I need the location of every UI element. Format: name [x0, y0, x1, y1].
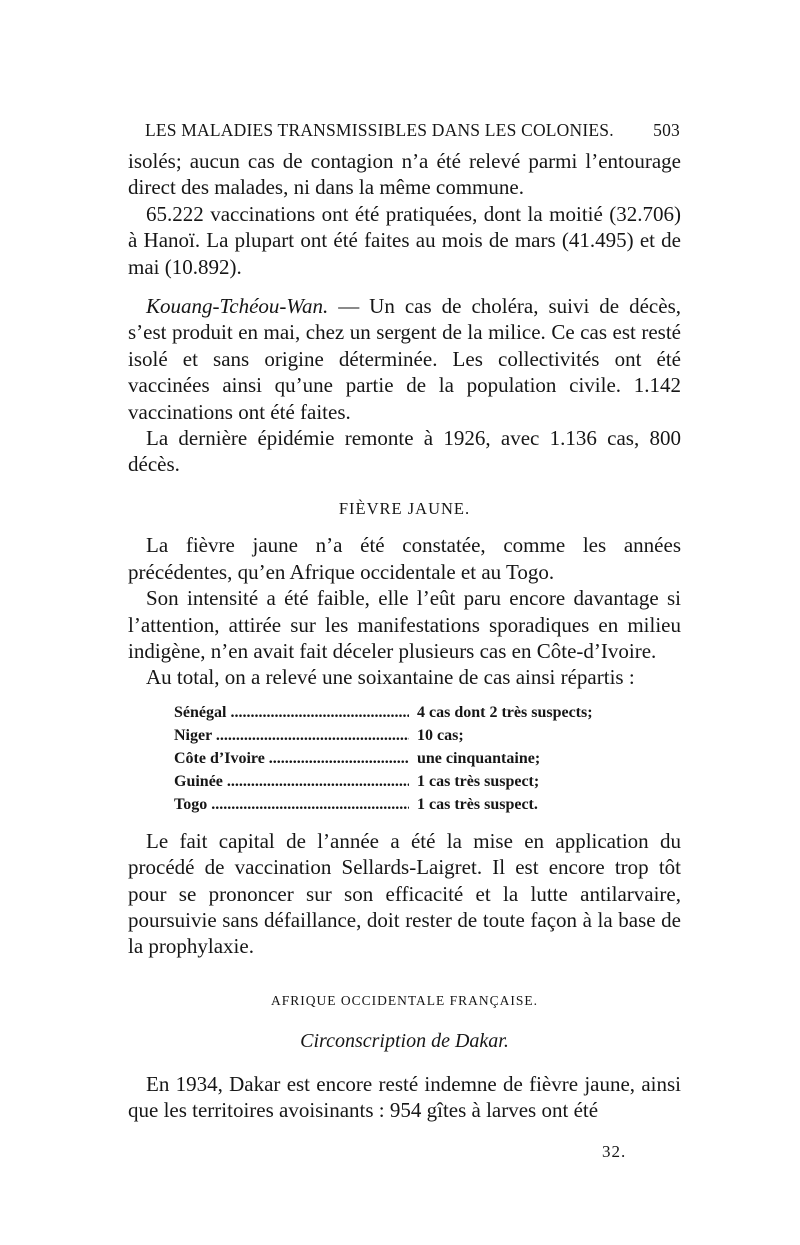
table-row [174, 747, 681, 770]
paragraph-dakar: En 1934, Dakar est encore resté indemne de fièvre jaune, ainsi que les territoires avoisinants : 954 gîtes à larves ont été [128, 1071, 681, 1122]
table-row-value: 10 cas; [417, 726, 464, 744]
running-head-title: LES MALADIES TRANSMISSIBLES DANS LES COLONIES. [145, 120, 614, 140]
table-row-name: Côte d’Ivoire ..... [174, 747, 409, 770]
paragraph-isoles: isolés; aucun cas de contagion n’a été relevé parmi l’entourage direct des malades, ni dans la même commune. [128, 149, 681, 200]
paragraph-kouang-text: — Un cas de choléra, suivi de décès, s’est produit en mai, chez un sergent de la milice. Ce cas est resté isolé et sans origine déterminée. Les collectivités ont été vaccinées ainsi qu’une partie de la population civile. 1.142 vaccinations ont été faites. [128, 294, 681, 424]
paragraph-intensite: Son intensité a été faible, elle l’eût paru encore davantage si l’attention, attirée sur les manifestations sporadiques en milieu indigène, n’en avait fait déceler plusieurs cas en Côte-d’Ivoire. [128, 586, 681, 663]
section-heading-fievre-jaune: FIÈVRE JAUNE. [338, 498, 471, 518]
place-name: Kouang-Tchéou-Wan. [146, 294, 329, 319]
paragraph-vaccinations: 65.222 vaccinations ont été pratiquées, dont la moitié (32.706) à Hanoï. La plupart ont été faites au mois de mars (41.495) et de mai (10.892). [128, 201, 681, 279]
paragraph-au-total: Au total, on a relevé une soixantaine de cas ainsi répartis : [146, 665, 635, 690]
running-head [145, 120, 680, 141]
table-row [174, 701, 681, 724]
section-heading-dakar: Circonscription de Dakar. [300, 1030, 509, 1053]
signature-mark: 32. [602, 1142, 627, 1161]
table-row-name: Niger ..... [174, 724, 409, 747]
paragraph-fait-capital: Le fait capital de l’année a été la mise en application du procédé de vaccination Sellards-Laigret. Il est encore trop tôt pour se prononcer sur son efficacité et la lutte antilarvaire, poursuivie sans défaillance, doit rester de toute façon à la base de la prophylaxie. [128, 828, 681, 959]
section-heading-afrique-occidentale: AFRIQUE OCCIDENTALE FRANÇAISE. [270, 992, 539, 1008]
table-row [174, 793, 681, 816]
cases-table [174, 701, 681, 816]
paragraph-kouang-tcheou-wan [128, 293, 681, 425]
table-row-value: 1 cas très suspect. [417, 795, 538, 813]
page-number: 503 [653, 120, 680, 140]
paragraph-fievre-constatee: La fièvre jaune n’a été constatée, comme les années précédentes, qu’en Afrique occidentale et au Togo. [128, 533, 681, 584]
table-row-value: 1 cas très suspect; [417, 772, 540, 790]
table-row-name: Togo ..... [174, 793, 409, 816]
table-row-value: une cinquantaine; [417, 749, 541, 767]
table-row-name: Guinée ..... [174, 770, 409, 793]
table-row [174, 770, 681, 793]
table-row-name: Sénégal ..... [174, 701, 409, 724]
table-row [174, 724, 681, 747]
body-text [128, 148, 681, 1123]
table-row-value: 4 cas dont 2 très suspects; [417, 703, 593, 721]
paragraph-derniere-epidemie: La dernière épidémie remonte à 1926, avec 1.136 cas, 800 décès. [128, 426, 681, 477]
